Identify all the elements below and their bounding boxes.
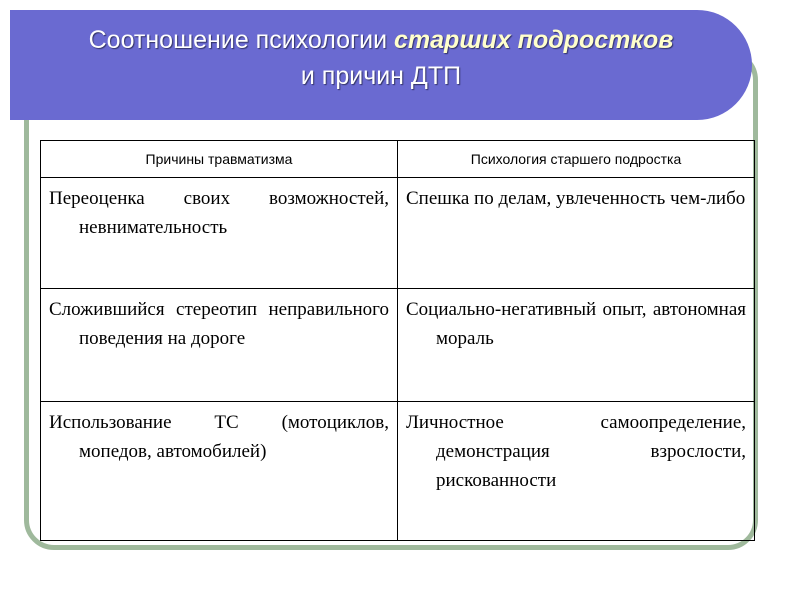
psychology-cell xyxy=(398,178,755,289)
cause-cell xyxy=(41,402,398,541)
comparison-table xyxy=(40,140,755,541)
header-psychology: Психология старшего подростка xyxy=(398,141,755,178)
psychology-text: Спешка по делам, увлеченность чем-либо xyxy=(406,188,746,209)
cause-text: Использование ТС (мотоциклов, мопедов, автомобилей) xyxy=(49,412,389,462)
page-title xyxy=(10,22,752,94)
header-causes: Причины травматизма xyxy=(41,141,398,178)
table-row xyxy=(41,178,755,289)
table-header-row xyxy=(41,141,755,178)
psychology-cell xyxy=(398,289,755,402)
psychology-text: Социально-негативный опыт, автономная мораль xyxy=(406,299,746,349)
cause-cell xyxy=(41,178,398,289)
cause-text: Сложившийся стереотип неправильного поведения на дороге xyxy=(49,299,389,349)
title-line1-accent: старших подростков xyxy=(394,26,674,54)
psychology-text: Личностное самоопределение, демонстрация взрослости, рискованности xyxy=(406,412,746,491)
title-line2: и причин ДТП xyxy=(300,62,462,90)
title-line1-start: Соотношение психологии xyxy=(88,26,395,54)
psychology-cell xyxy=(398,402,755,541)
cause-text: Переоценка своих возможностей, невнимательность xyxy=(49,188,389,238)
table-row xyxy=(41,289,755,402)
table-row xyxy=(41,402,755,541)
cause-cell xyxy=(41,289,398,402)
